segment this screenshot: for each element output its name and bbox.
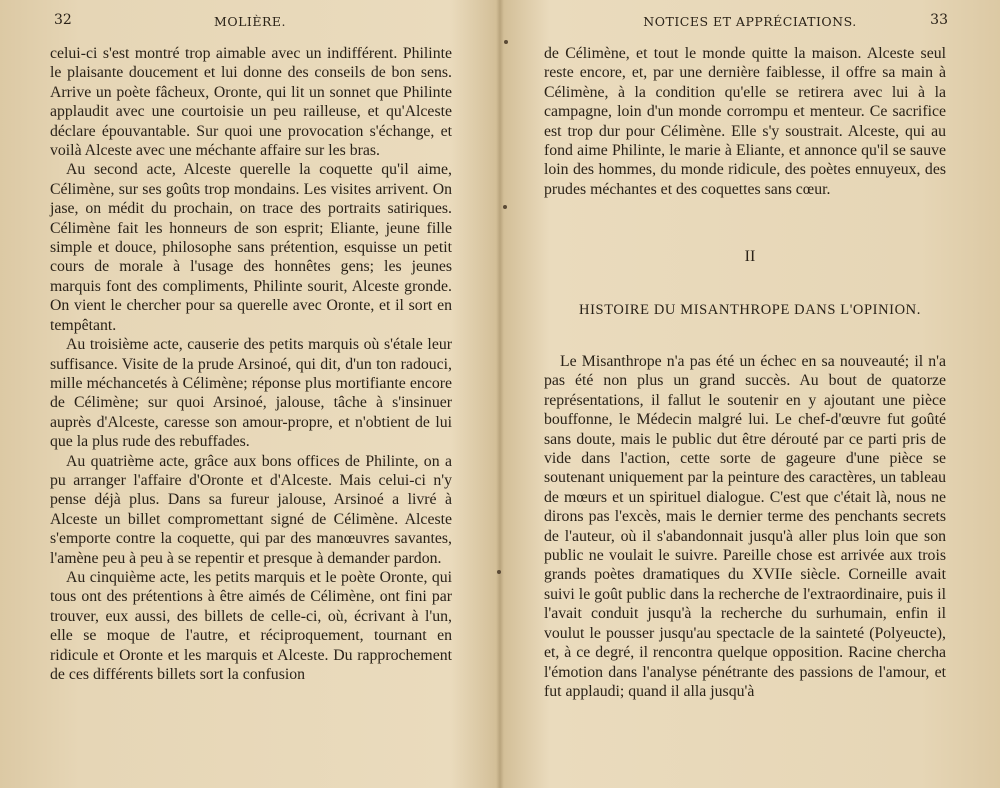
paragraph: Au quatrième acte, grâce aux bons offices de Philinte, on a pu arranger l'affaire d'Oronte et d'Alceste. Mais celui-ci n'y pense déjà plus. Dans sa fureur jalouse, Arsinoé a livré à Alceste un billet compromettant signé de Célimène. Alceste s'emporte contre la coquette, qui par des manœuvres savantes, l'amène peu à peu à se repentir et presque à demander pardon. xyxy=(50,452,452,567)
running-head: MOLIÈRE. xyxy=(214,14,286,29)
left-text-block xyxy=(50,44,452,684)
paragraph: Au second acte, Alceste querelle la coquette qu'il aime, Célimène, sur ses goûts trop mondains. Les visites arrivent. On jase, on médit du prochain, on trace des portraits satiriques. Célimène fait les honneurs de son esprit; Eliante, jeune fille simple et douce, philosophe sans prétention, esquisse un petit cours de morale à l'usage des honnêtes gens; les jeunes marquis font des compliments, Philinte sourit, Alceste gronde. On vient le chercher pour sa querelle avec Oronte, et il sort en tempêtant. xyxy=(50,161,452,334)
page-number: 32 xyxy=(54,12,72,28)
running-head: NOTICES ET APPRÉCIATIONS. xyxy=(643,14,857,29)
binding-mark xyxy=(503,205,507,209)
paragraph: Le Misanthrope n'a pas été un échec en sa nouveauté; il n'a pas été non plus un grand succès. Au bout de quatorze représentations, il fallut le soutenir en y ajoutant une pièce bouffonne, le Médecin malgré lui. Le chef-d'œuvre fut goûté sans doute, mais le public dut être dérouté par ce parti pris de vide dans l'action, cette sorte de gageure d'une pièce se soutenant uniquement par la peinture des caractères, un tableau de mœurs et un spirituel dialogue. C'est que c'était là, nous ne dirons pas l'excès, mais le dernier terme des penchants secrets de l'auteur, où il s'abandonnait jusqu'à aller plus loin que son public ne voulait le suivre. Pareille chose est arrivée aux trois grands poètes dramatiques du XVIIe siècle. Corneille avait suivi le goût public dans la recherche de l'extraordinaire, puis il l'avait conduit jusqu'à la recherche du surhumain, enfin il voulut le pousser jusqu'au spectacle de la sainteté (Polyeucte), et, à ce degré, il rencontra quelque opposition. Racine chercha l'émotion dans l'analyse pénétrante des passions de l'amour, et fut applaudi; quand il alla jusqu'à xyxy=(544,353,946,700)
paragraph: celui-ci s'est montré trop aimable avec un indifférent. Philinte le plaisante doucement et lui donne des conseils de bon sens. Arrive un poète fâcheux, Oronte, qui lit un sonnet que Philinte applaudit avec une courtoisie un peu railleuse, et qu'Alceste déclare épouvantable. Sur quoi une provocation s'échange, et voilà Alceste avec une méchante affaire sur les bras. xyxy=(50,45,452,160)
paragraph: Au cinquième acte, les petits marquis et le poète Oronte, qui tous ont des prétentions à être aimés de Célimène, ont fini par trouver, eux aussi, des billets de celle-ci, où, écrivant à l'un, elle se moque de l'autre, et réciproquement, tournant en ridicule et Oronte et les marquis et Alceste. Du rapprochement de ces différents billets sort la confusion xyxy=(50,568,452,683)
right-text-top xyxy=(544,44,946,199)
binding-mark xyxy=(497,570,501,574)
paragraph: de Célimène, et tout le monde quitte la maison. Alceste seul reste encore, et, par une dernière faiblesse, il offre sa main à Célimène, à la condition qu'elle se retirera avec lui à la campagne, loin d'un monde corrompu et menteur. Ce sacrifice est trop dur pour Célimène. Elle s'y soustrait. Alceste, qui au fond aime Philinte, le marie à Eliante, et annonce qu'il se sauve loin des hommes, du monde ridicule, des poètes ennuyeux, des prudes méchantes et des coquettes sans cœur. xyxy=(544,45,946,198)
right-page xyxy=(500,0,1000,788)
page-number: 33 xyxy=(930,12,948,28)
section-title: HISTOIRE DU MISANTHROPE DANS L'OPINION. xyxy=(579,302,921,318)
binding-mark xyxy=(504,40,508,44)
right-text-bottom xyxy=(544,352,946,701)
section-number: II xyxy=(744,248,756,265)
paragraph: Au troisième acte, causerie des petits marquis où s'étale leur suffisance. Visite de la prude Arsinoé, qui dit, d'un ton radouci, mille méchancetés à Célimène; réponse plus mortifiante encore de Célimène; sur quoi Arsinoé, jalouse, tâche à s'insinuer auprès d'Alceste, caresse son amour-propre, et n'obtient de lui que la plus rude des rebuffades. xyxy=(50,336,452,451)
